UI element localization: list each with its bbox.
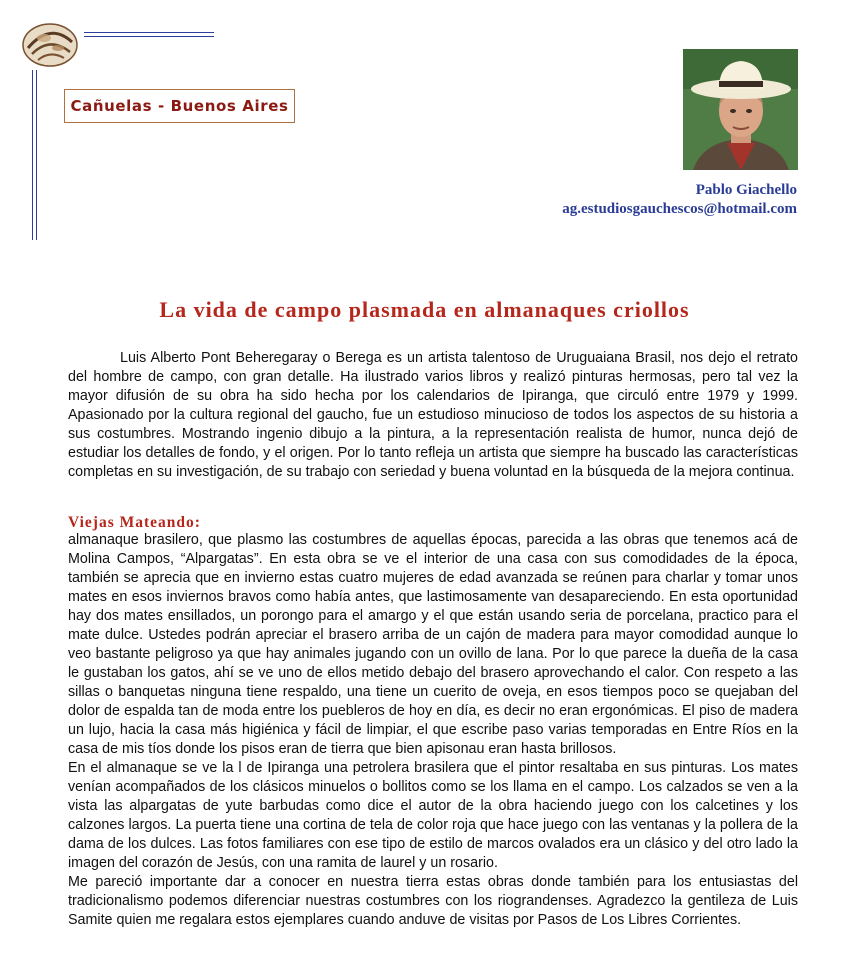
- article-title: La vida de campo plasmada en almanaques criollos: [159, 297, 690, 322]
- author-photo: [683, 49, 798, 170]
- side-rule-right: [36, 70, 37, 240]
- logo-icon: [20, 18, 80, 68]
- side-rule-left: [32, 70, 33, 240]
- author-email[interactable]: ag.estudiosgauchescos@hotmail.com: [562, 201, 797, 217]
- intro-paragraph: Luis Alberto Pont Beheregaray o Berega es un artista talentoso de Uruguaiana Brasil, nos dejo el retrato del hombre de campo, con gran detalle. Ha ilustrado varios libros y realizó pinturas hermosas, pero tal vez la mayor difusión de su obra ha sido hecha por los calendarios de Ipiranga, que circuló entre 1979 y 1999. Apasionado por la cultura regional del gaucho, fue un estudioso minucioso de todos los aspectos de su historia a sus costumbres. Mostrando ingenio dibujo a la pintura, a la representación realista de humor, nunca dejó de estudiar los detalles de fondo, y el origen. Por lo tanto refleja un artista que siempre ha buscado las características completas en su investigación, de su trabajo con seriedad y buena voluntad en la búsqueda de la mejora continua.: [68, 350, 798, 480]
- section-paragraph: En el almanaque se ve la l de Ipiranga una petrolera brasilera que el pintor resaltaba en sus pinturas. Los mates venían acompañados de los clásicos minuelos o bollitos como se los llama en el campo. Los calzados se ven a la vista las alpargatas de yute barbudas como dice el autor de la obra haciendo juego con los calcetines y los calzones largos. La puerta tiene una cortina de tela de color roja que hace juego con las ventanas y la pollera de la dama de los dulces. Las fotos familiares con ese tipo de estilo de marcos ovalados era un clásico y del otro lado la imagen del corazón de Jesús, con una ramita de laurel y un rosario.: [68, 760, 798, 871]
- section-paragraph: Me pareció importante dar a conocer en nuestra tierra estas obras donde también para los entusiastas del tradicionalismo podemos diferenciar nuestras costumbres con los riograndenses. Agradezco la gentileza de Luis Samite quien me regalara estos ejemplares cuando anduve de visitas por Pasos de Los Libres Corrientes.: [68, 874, 798, 928]
- section-body: [68, 531, 798, 930]
- author-name: Pablo Giachello: [695, 182, 797, 198]
- header-rule-top: [84, 32, 214, 33]
- header-rule-bottom: [84, 36, 214, 37]
- location-label: Cañuelas - Buenos Aires: [64, 89, 295, 123]
- section-paragraph: almanaque brasilero, que plasmo las costumbres de aquellas épocas, parecida a las obras que tenemos acá de Molina Campos, “Alpargatas”. En esta obra se ve el interior de una casa con sus comodidades de la época, también se aprecia que en invierno estas cuatro mujeres de edad avanzada se reúnen para charlar y tomar unos mates en esos inviernos bravos como había antes, que lastimosamente van desapareciendo. En esta oportunidad hay dos mates ensillados, un porongo para el amargo y el que están usando seria de porcelana, practico para el mate dulce. Ustedes podrán apreciar el brasero arriba de un cajón de madera para mayor comodidad aunque lo veo bastante peligroso ya que hay animales jugando con un ovillo de lana. Por lo que parece la dueña de la casa le gustaban los gatos, ahí se ve uno de ellos metido debajo del brasero aprovechando el calor. Con respeto a las sillas o banquetas ninguna tiene respaldo, una tiene un cuerito de oveja, en esos tiempos poco se quejaban del dolor de espalda tan de moda entre los puebleros de hoy en día, es decir no eran ergonómicas. El piso de madera un lujo, hacia la casa más higiénica y fácil de limpiar, el que escribe paso varias temporadas en Entre Ríos en la casa de mis tíos donde los pisos eran de tierra que bien apisonau eran hasta brillosos.: [68, 532, 798, 757]
- section-heading: Viejas Mateando:: [68, 514, 201, 531]
